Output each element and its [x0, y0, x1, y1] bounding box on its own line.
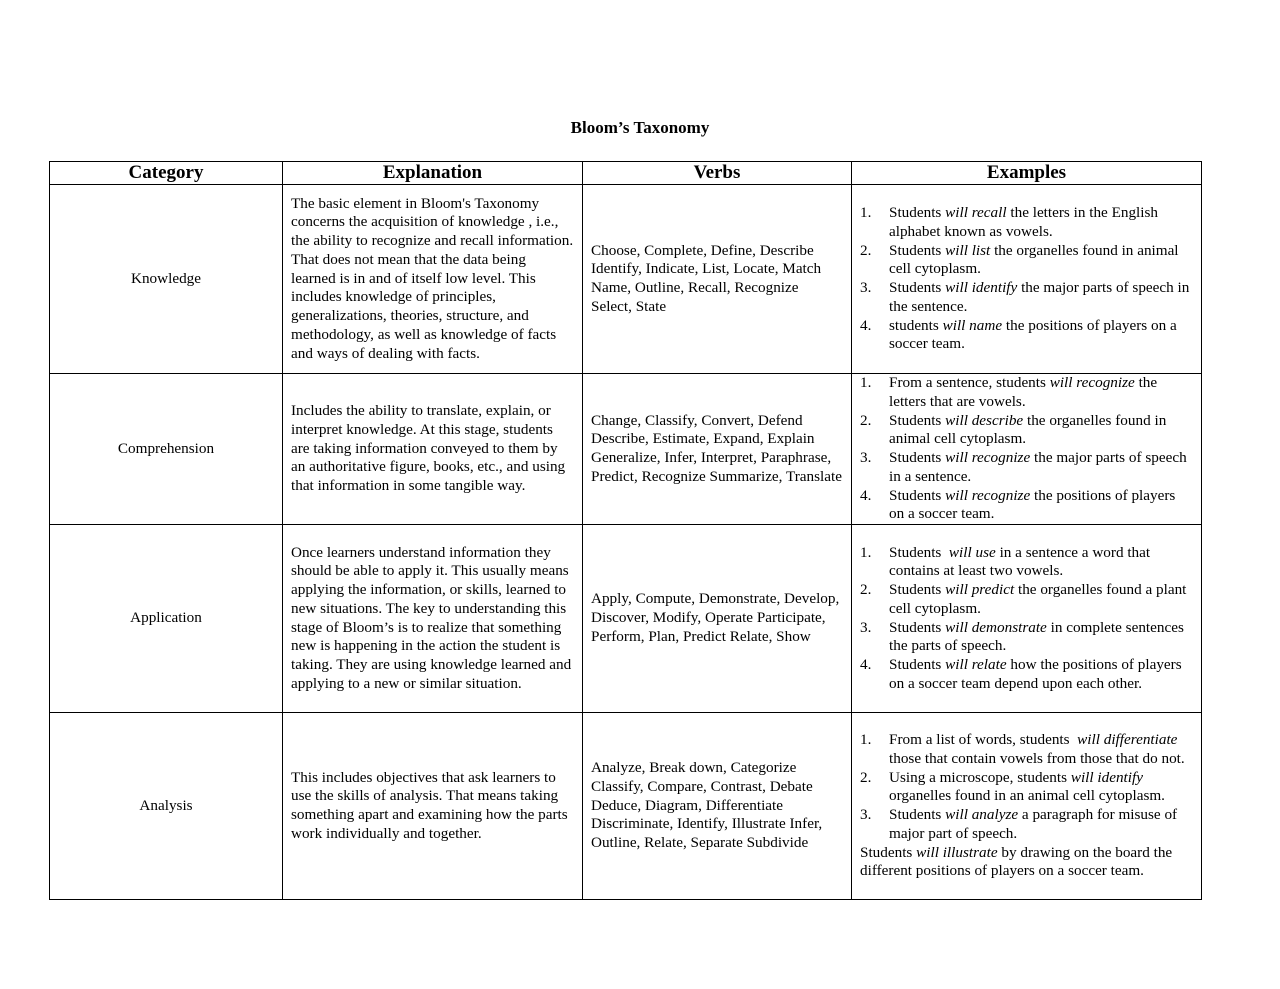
explanation-cell: Once learners understand information they should be able to apply it. This usually means applying the information, or skills, learned to new situations. The key to understanding this stage of Bloom’s is to realize that something new is happening in the action the student is taking. They are using knowledge learned and applying to a new or similar situation. — [283, 525, 583, 713]
example-number: 1. — [860, 204, 872, 221]
example-verb: will relate — [945, 656, 1007, 673]
example-number: 2. — [860, 581, 872, 598]
example-text: Students — [889, 449, 946, 466]
example-verb: will recognize — [945, 449, 1031, 466]
example-text: organelles found in an animal cell cytoplasm. — [889, 787, 1165, 805]
example-text: the positions of players on a soccer team. — [889, 316, 1177, 353]
example-number: 2. — [860, 241, 872, 259]
example-text: Students — [889, 806, 946, 823]
example-verb: will describe — [945, 411, 1024, 429]
explanation-cell: Includes the ability to translate, explain, or interpret knowledge. At this stage, students are taking information conveyed to them by an authoritative figure, books, etc., and using that information in some tangible way. — [283, 374, 583, 525]
example-item — [860, 769, 1193, 807]
example-item — [860, 731, 1193, 769]
table-row-knowledge — [50, 185, 1202, 374]
example-verb: will demonstrate — [945, 618, 1047, 636]
example-text: by drawing on the board the different positions of players on a soccer team. — [860, 843, 1173, 880]
table-row-analysis — [50, 713, 1202, 900]
example-text: in complete sentences the parts of speech. — [889, 618, 1184, 655]
example-verb: will illustrate — [916, 843, 998, 861]
header-verbs: Verbs — [583, 162, 852, 185]
example-number: 4. — [860, 316, 872, 334]
example-text: Students — [889, 581, 946, 598]
verbs-cell: Analyze, Break down, Categorize Classify, Compare, Contrast, Debate Deduce, Diagram, Differentiate Discriminate, Identify, Illustrate Infer, Outline, Relate, Separate Subdivide — [583, 713, 852, 900]
example-text: the major parts of speech in the sentence. — [889, 279, 1190, 315]
example-verb: will list — [945, 241, 991, 259]
example-item — [860, 412, 1193, 450]
example-verb: will identify — [1070, 768, 1143, 786]
verbs-cell: Choose, Complete, Define, Describe Identify, Indicate, List, Locate, Match Name, Outline, Recall, Recognize Select, State — [583, 185, 852, 374]
example-text: a paragraph for misuse of major part of speech. — [889, 806, 1178, 842]
verbs-cell: Change, Classify, Convert, Defend Describe, Estimate, Expand, Explain Generalize, Infer, Interpret, Paraphrase, Predict, Recognize Summarize, Translate — [583, 374, 852, 525]
example-verb: will use — [948, 543, 996, 561]
example-text: Students — [889, 618, 946, 636]
table-header-row — [50, 162, 1202, 185]
example-text: Students — [889, 204, 946, 221]
example-text: students — [889, 316, 943, 334]
category-cell: Application — [50, 525, 283, 713]
example-text: the organelles found in animal cell cytoplasm. — [889, 241, 1179, 278]
table-row-application — [50, 525, 1202, 713]
verbs-cell: Apply, Compute, Demonstrate, Develop, Discover, Modify, Operate Participate, Perform, Plan, Predict Relate, Show — [583, 525, 852, 713]
example-number: 3. — [860, 279, 872, 296]
example-verb: will name — [942, 316, 1003, 334]
example-trailing-text — [860, 844, 1193, 882]
example-number: 1. — [860, 543, 872, 561]
example-item — [860, 656, 1193, 694]
example-item — [860, 279, 1193, 317]
example-text: how the positions of players on a soccer team depend upon each other. — [889, 656, 1182, 692]
explanation-cell: The basic element in Bloom's Taxonomy concerns the acquisition of knowledge , i.e., the ability to recognize and recall information. That does not mean that the data being learned is in and of itself low level. This includes knowledge of principles, generalizations, theories, structure, and methodology, as well as knowledge of facts and ways of dealing with facts. — [283, 185, 583, 374]
example-number: 1. — [860, 731, 872, 748]
example-item — [860, 317, 1193, 355]
example-number: 4. — [860, 486, 872, 504]
example-number: 3. — [860, 618, 872, 636]
example-item — [860, 242, 1193, 280]
category-cell: Comprehension — [50, 374, 283, 525]
example-text: in a sentence a word that contains at least two vowels. — [889, 543, 1151, 580]
example-text: Students — [889, 411, 946, 429]
example-verb: will identify — [945, 279, 1018, 296]
example-text: Students — [860, 843, 917, 861]
example-number: 3. — [860, 806, 872, 823]
example-text: Students — [889, 486, 946, 504]
example-number: 2. — [860, 768, 872, 786]
example-verb: will recognize — [1049, 374, 1135, 391]
example-text: From a sentence, students — [889, 374, 1050, 391]
example-text: the positions of players on a soccer team. — [889, 486, 1176, 523]
example-text: Students — [889, 543, 949, 561]
examples-cell — [852, 185, 1202, 374]
example-item — [860, 487, 1193, 525]
example-item — [860, 374, 1193, 412]
example-item — [860, 619, 1193, 657]
example-verb: will predict — [945, 581, 1015, 598]
example-text: Students — [889, 241, 946, 259]
example-item — [860, 581, 1193, 619]
examples-cell — [852, 525, 1202, 713]
example-item — [860, 204, 1193, 242]
header-examples: Examples — [852, 162, 1202, 185]
examples-cell — [852, 374, 1202, 525]
example-item — [860, 806, 1193, 844]
example-item — [860, 544, 1193, 582]
example-number: 4. — [860, 656, 872, 673]
example-text: the letters in the English alphabet known as vowels. — [889, 204, 1159, 240]
example-text: Students — [889, 656, 946, 673]
example-text: the letters that are vowels. — [889, 374, 1158, 410]
example-verb: will recognize — [945, 486, 1031, 504]
example-item — [860, 449, 1193, 487]
document-title: Bloom’s Taxonomy — [570, 118, 710, 137]
example-text: Using a microscope, students — [889, 768, 1071, 786]
taxonomy-table — [49, 161, 1202, 900]
examples-list — [860, 544, 1193, 694]
explanation-cell: This includes objectives that ask learners to use the skills of analysis. That means taking something apart and examining how the parts work individually and together. — [283, 713, 583, 900]
examples-list — [860, 731, 1193, 844]
example-number: 1. — [860, 374, 872, 391]
example-verb: will differentiate — [1077, 731, 1178, 748]
table-row-comprehension — [50, 374, 1202, 525]
category-cell: Analysis — [50, 713, 283, 900]
example-verb: will analyze — [945, 806, 1019, 823]
examples-list — [860, 374, 1193, 524]
example-number: 3. — [860, 449, 872, 466]
examples-list — [860, 204, 1193, 354]
example-text: those that contain vowels from those that do not. — [889, 749, 1185, 767]
header-explanation: Explanation — [283, 162, 583, 185]
example-verb: will recall — [945, 204, 1007, 221]
example-text: the major parts of speech in a sentence. — [889, 449, 1187, 485]
example-text: From a list of words, students — [889, 731, 1078, 748]
header-category: Category — [50, 162, 283, 185]
examples-cell — [852, 713, 1202, 900]
category-cell: Knowledge — [50, 185, 283, 374]
example-number: 2. — [860, 411, 872, 429]
example-text: the organelles found in animal cell cytoplasm. — [889, 411, 1167, 448]
example-text: Students — [889, 279, 946, 296]
example-text: the organelles found a plant cell cytoplasm. — [889, 581, 1187, 617]
